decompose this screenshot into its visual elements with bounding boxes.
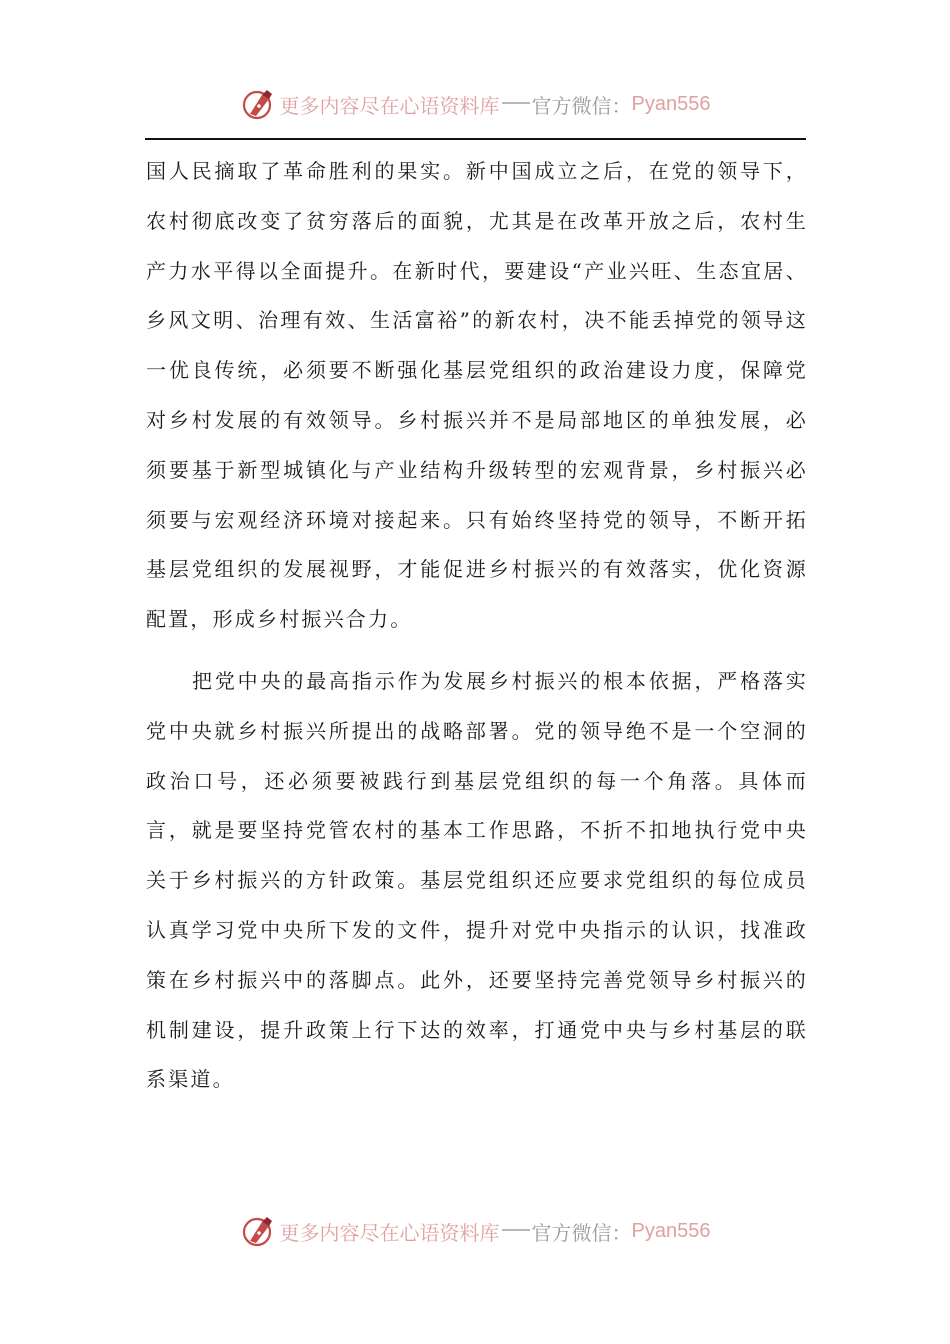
- paragraph-2: 把党中央的最高指示作为发展乡村振兴的根本依据，严格落实党中央就乡村振兴所提出的战略部署。党的领导绝不是一个空洞的政治口号，还必须要被践行到基层党组织的每一个角落。具体而言，就是要坚持党管农村的基本工作思路，不折不扣地执行党中央关于乡村振兴的方针政策。基层党组织还应要求党组织的每位成员认真学习党中央所下发的文件，提升对党中央指示的认识，找准政策在乡村振兴中的落脚点。此外，还要坚持完善党领导乡村振兴的机制建设，提升政策上行下达的效率，打通党中央与乡村基层的联系渠道。: [146, 668, 808, 1092]
- footer-wechat-id: Pyan556: [631, 1219, 711, 1242]
- header-brand-banner: [0, 84, 950, 124]
- footer-brand-dash: [502, 1229, 530, 1231]
- header-wechat-id: Pyan556: [631, 92, 711, 115]
- paragraph-1: 国人民摘取了革命胜利的果实。新中国成立之后，在党的领导下，农村彻底改变了贫穷落后的面貌，尤其是在改革开放之后，农村生产力水平得以全面提升。在新时代，要建设“产业兴旺、生态宜居、乡风文明、治理有效、生活富裕”的新农村，决不能丢掉党的领导这一优良传统，必须要不断强化基层党组织的政治建设力度，保障党对乡村发展的有效领导。乡村振兴并不是局部地区的单独发展，必须要基于新型城镇化与产业结构升级转型的宏观背景，乡村振兴必须要与宏观经济环境对接起来。只有始终坚持党的领导，不断开拓基层党组织的发展视野，才能促进乡村振兴的有效落实，优化资源配置，形成乡村振兴合力。: [146, 159, 808, 632]
- header-divider: [145, 138, 806, 140]
- footer-wechat-label: 官方微信：: [531, 1220, 632, 1245]
- footer-brand-banner: [0, 1211, 950, 1251]
- header-wechat-label: 官方微信：: [531, 93, 632, 118]
- header-brand-dash: [502, 102, 530, 104]
- footer-brand-text: 更多内容尽在心语资料库: [279, 1220, 500, 1245]
- pen-nib-logo-icon: [240, 86, 276, 122]
- pen-nib-logo-icon: [240, 1213, 276, 1249]
- document-body: [146, 147, 808, 1105]
- header-brand-text: 更多内容尽在心语资料库: [279, 93, 500, 118]
